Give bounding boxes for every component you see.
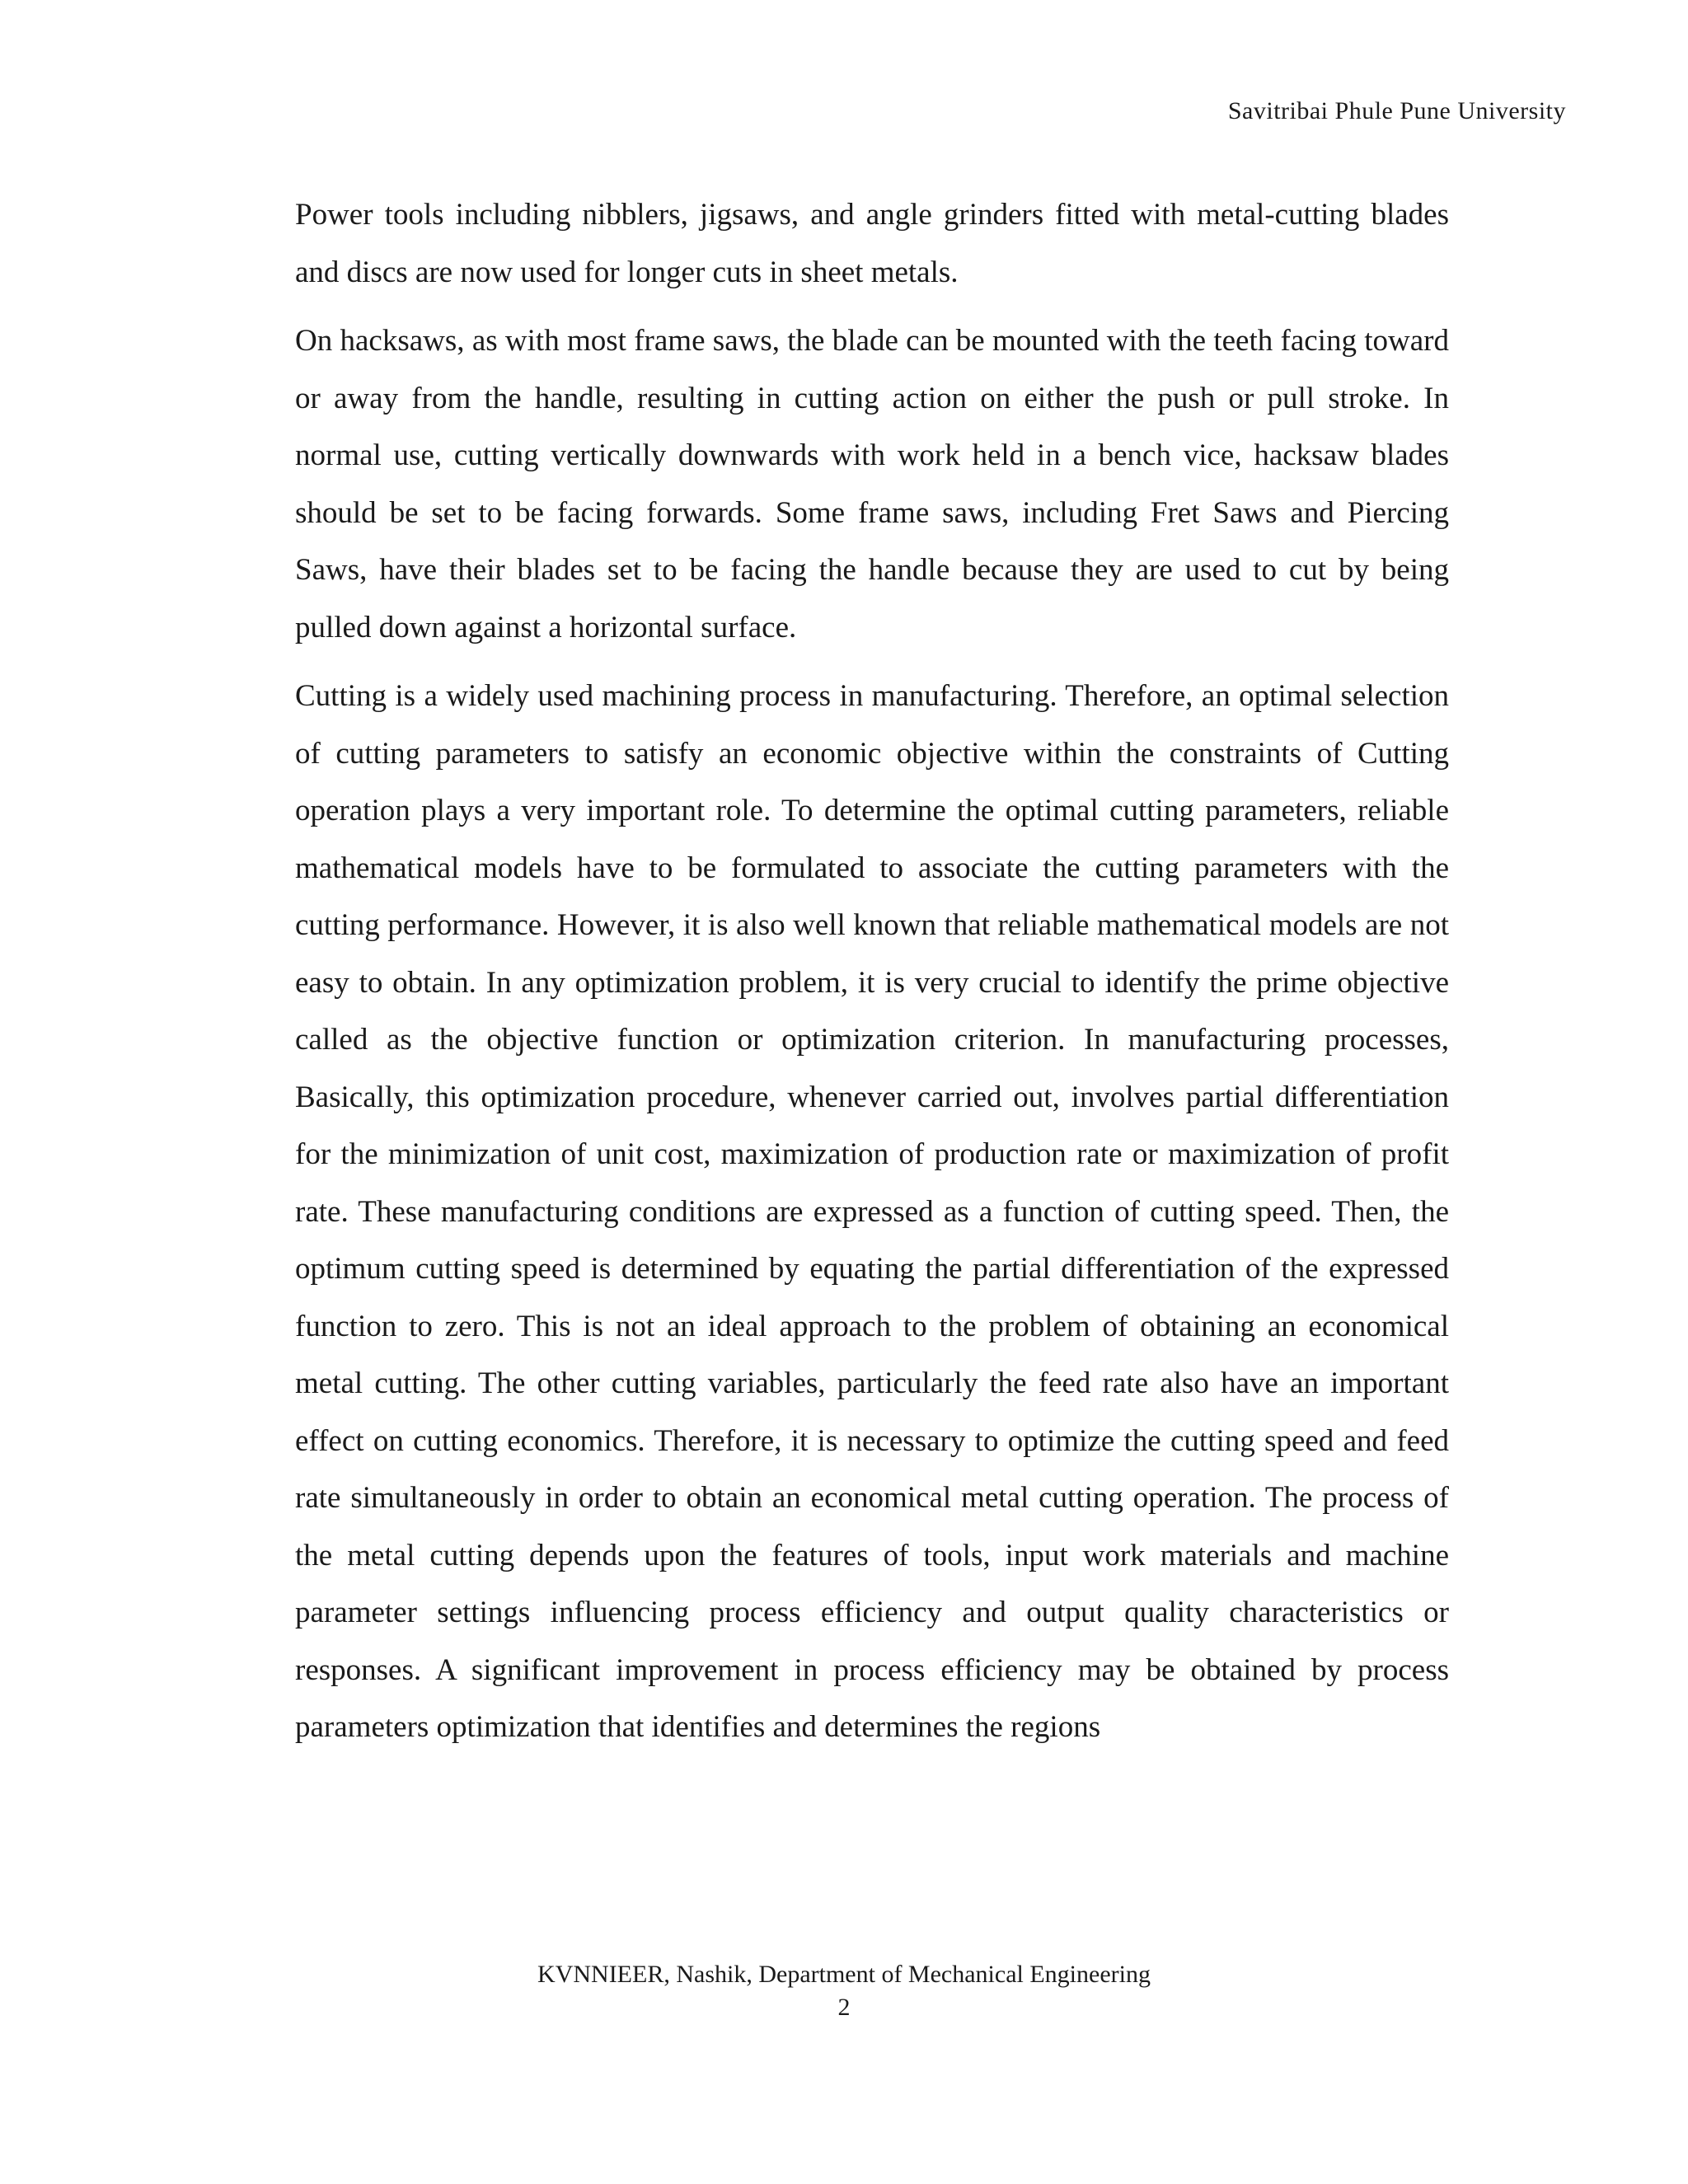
page-footer <box>0 1958 1688 2024</box>
footer-institute: KVNNIEER, Nashik, Department of Mechanical Engineering <box>537 1961 1151 1988</box>
paragraph-cutting-optimization: Cutting is a widely used machining process in manufacturing. Therefore, an optimal selection of cutting parameters to satisfy an economic objective within the constraints of Cutting operation plays a very important role. To determine the optimal cutting parameters, reliable mathematical models have to be formulated to associate the cutting parameters with the cutting performance. However, it is also well known that reliable mathematical models are not easy to obtain. In any optimization problem, it is very crucial to identify the prime objective called as the objective function or optimization criterion. In manufacturing processes, Basically, this optimization procedure, whenever carried out, involves partial differentiation for the minimization of unit cost, maximization of production rate or maximization of profit rate. These manufacturing conditions are expressed as a function of cutting speed. Then, the optimum cutting speed is determined by equating the partial differentiation of the expressed function to zero. This is not an ideal approach to the problem of obtaining an economical metal cutting. The other cutting variables, particularly the feed rate also have an important effect on cutting economics. Therefore, it is necessary to optimize the cutting speed and feed rate simultaneously in order to obtain an economical metal cutting operation. The process of the metal cutting depends upon the features of tools, input work materials and machine parameter settings influencing process efficiency and output quality characteristics or responses. A significant improvement in process efficiency may be obtained by process parameters optimization that identifies and determines the regions <box>295 679 1449 1744</box>
paragraph-power-tools: Power tools including nibblers, jigsaws, and angle grinders fitted with metal-cutting blades and discs are now used for longer cuts in sheet metals. <box>295 198 1449 289</box>
body-text <box>295 186 1449 1768</box>
paragraph-hacksaws: On hacksaws, as with most frame saws, the blade can be mounted with the teeth facing toward or away from the handle, resulting in cutting action on either the push or pull stroke. In normal use, cutting vertically downwards with work held in a bench vice, hacksaw blades should be set to be facing forwards. Some frame saws, including Fret Saws and Piercing Saws, have their blades set to be facing the handle because they are used to cut by being pulled down against a horizontal surface. <box>295 324 1449 644</box>
page-number: 2 <box>837 1994 851 2021</box>
running-header: Savitribai Phule Pune University <box>1227 97 1566 124</box>
